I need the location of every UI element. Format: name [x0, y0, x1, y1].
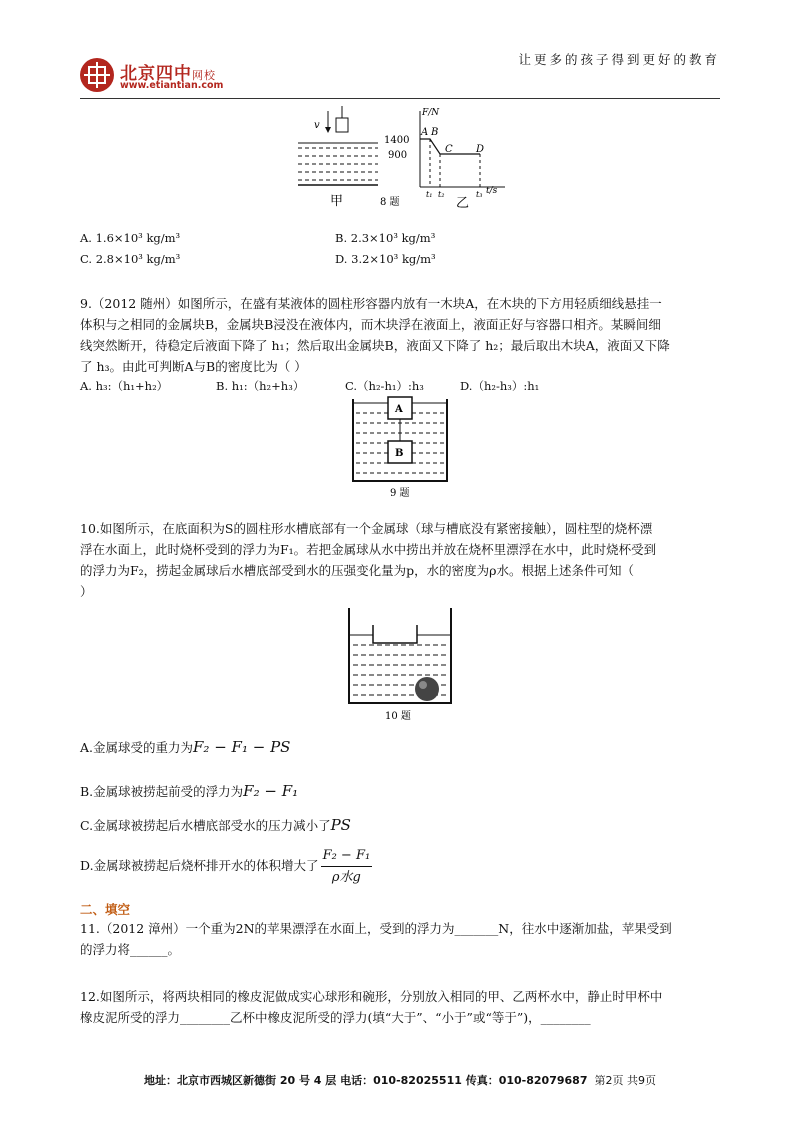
q11-line-2: 的浮力将______。: [80, 942, 181, 957]
logo-url: www.etiantian.com: [120, 80, 224, 91]
q10-line-2: 浮在水面上，此时烧杯受到的浮力为F₁。若把金属球从水中捞出并放在烧杯里漂浮在水中，此时烧杯受到: [80, 542, 657, 557]
section-fill-blank-title: 二、填空: [80, 902, 131, 917]
q11-line-1: 11.（2012 漳州）一个重为2N的苹果漂浮在水面上，受到的浮力为_______N，往水中逐渐加盐，苹果受到: [80, 921, 672, 936]
figure-10: [345, 605, 455, 725]
metal-ball: [415, 677, 439, 701]
fig9-caption: 9 题: [390, 488, 410, 499]
fig8-label-jia: 甲: [330, 194, 344, 209]
q12-text: [80, 986, 720, 1028]
q12-line-1: 12.如图所示，将两块相同的橡皮泥做成实心球形和碗形，分别放入相同的甲、乙两杯水中，静止时甲杯中: [80, 989, 663, 1004]
q10-line-3: 的浮力为F₂，捞起金属球后水槽底部受到水的压强变化量为p，水的密度为ρ水。根据上述条件可知（: [80, 563, 635, 578]
q8-option-c: C. 2.8×10³ kg/m³: [80, 252, 181, 266]
footer-address: 地址：北京市西城区新德街 20 号 4 层 电话：010-82025511 传真：010-82079687: [144, 1074, 588, 1087]
q10-line-4: ）: [80, 584, 93, 599]
fig8-y2: 900: [388, 150, 408, 161]
fig8-caption: 8 题: [380, 197, 400, 208]
q10-option-b: B.金属球被捞起前受的浮力为F₂ − F₁: [80, 782, 299, 800]
q10-option-c-math: PS: [330, 816, 351, 834]
fig8-point-c: C: [445, 144, 453, 155]
figure-9: [350, 395, 450, 500]
q10-text: [80, 518, 720, 602]
fig9-block-b-label: B: [395, 448, 404, 459]
q9-line-3: 线突然断开，待稳定后液面下降了 h₁；然后取出金属块B，液面又下降了 h₂；最后取出木块A，液面又下降: [80, 338, 670, 353]
floating-beaker: [373, 625, 417, 643]
header-divider: [80, 98, 720, 99]
q9-option-b: B. h₁:（h₂+h₃）: [216, 379, 305, 393]
q10-option-d-den: ρ水g: [331, 870, 361, 885]
q10-option-a-math: F₂ − F₁ − PS: [193, 738, 291, 756]
fig8-t2: t₂: [438, 190, 445, 199]
q9-line-2: 体积与之相同的金属块B，金属块B浸没在液体内，而木块浮在液面上，液面正好与容器口相齐。某瞬间细: [80, 317, 661, 332]
q10-option-c: C.金属球被捞起后水槽底部受水的压力减小了PS: [80, 816, 351, 834]
fig8-point-a: A: [421, 127, 429, 138]
q12-line-2: 橡皮泥所受的浮力________乙杯中橡皮泥所受的浮力(填“大于”、“小于”或“等于”)，________: [80, 1010, 591, 1025]
q10-option-d: D.金属球被捞起后烧杯排开水的体积增大了 $\frac{\text{F₂ − F₁}}{\text{ρ水g}}$: [80, 845, 372, 888]
fig8-v-label: v: [314, 120, 320, 131]
q10-option-b-math: F₂ − F₁: [243, 782, 299, 800]
page-footer: [0, 1072, 800, 1088]
logo-sub: 网校: [192, 69, 216, 82]
q8-option-b: B. 2.3×10³ kg/m³: [335, 231, 436, 245]
q8-option-a: A. 1.6×10³ kg/m³: [80, 231, 181, 245]
fig8-y-axis: F/N: [422, 108, 440, 118]
q11-text: [80, 918, 720, 960]
fig8-y1: 1400: [384, 135, 410, 146]
q10-option-d-num: F₂ − F₁: [321, 845, 373, 867]
q9-option-a: A. h₃:（h₁+h₂）: [80, 379, 169, 393]
q9-line-1: 9.（2012 随州）如图所示，在盛有某液体的圆柱形容器内放有一木块A，在木块的下方用轻质细线悬挂一: [80, 296, 662, 311]
logo-text: 北京四中网校: [120, 64, 216, 84]
q9-option-d: D.（h₂-h₃）:h₁: [460, 379, 540, 393]
q10-option-a: A.金属球受的重力为F₂ − F₁ − PS: [80, 738, 291, 756]
fig8-t3: t₃: [476, 190, 483, 199]
footer-page: 第2页 共9页: [594, 1074, 656, 1087]
header-slogan: 让更多的孩子得到更好的教育: [518, 52, 720, 67]
fig9-block-a-label: A: [395, 404, 403, 415]
fig8-point-d: D: [476, 144, 485, 155]
fig8-t1: t₁: [426, 190, 433, 199]
figure-8: [290, 103, 520, 211]
q8-option-d: D. 3.2×10³ kg/m³: [335, 252, 436, 266]
q9-text: [80, 293, 720, 377]
q9-option-c: C.（h₂-h₁）:h₃: [345, 379, 424, 393]
q10-line-1: 10.如图所示，在底面积为S的圆柱形水槽底部有一个金属球（球与槽底没有紧密接触），圆柱型的烧杯漂: [80, 521, 653, 536]
q9-line-4: 了 h₃。由此可判断A与B的密度比为（ ）: [80, 359, 307, 374]
fig8-label-yi: 乙: [456, 196, 470, 211]
fig8-x-axis: t/s: [486, 186, 498, 196]
fig8-point-b: B: [431, 127, 439, 138]
logo-icon: [80, 58, 114, 92]
fig10-caption: 10 题: [385, 711, 411, 722]
